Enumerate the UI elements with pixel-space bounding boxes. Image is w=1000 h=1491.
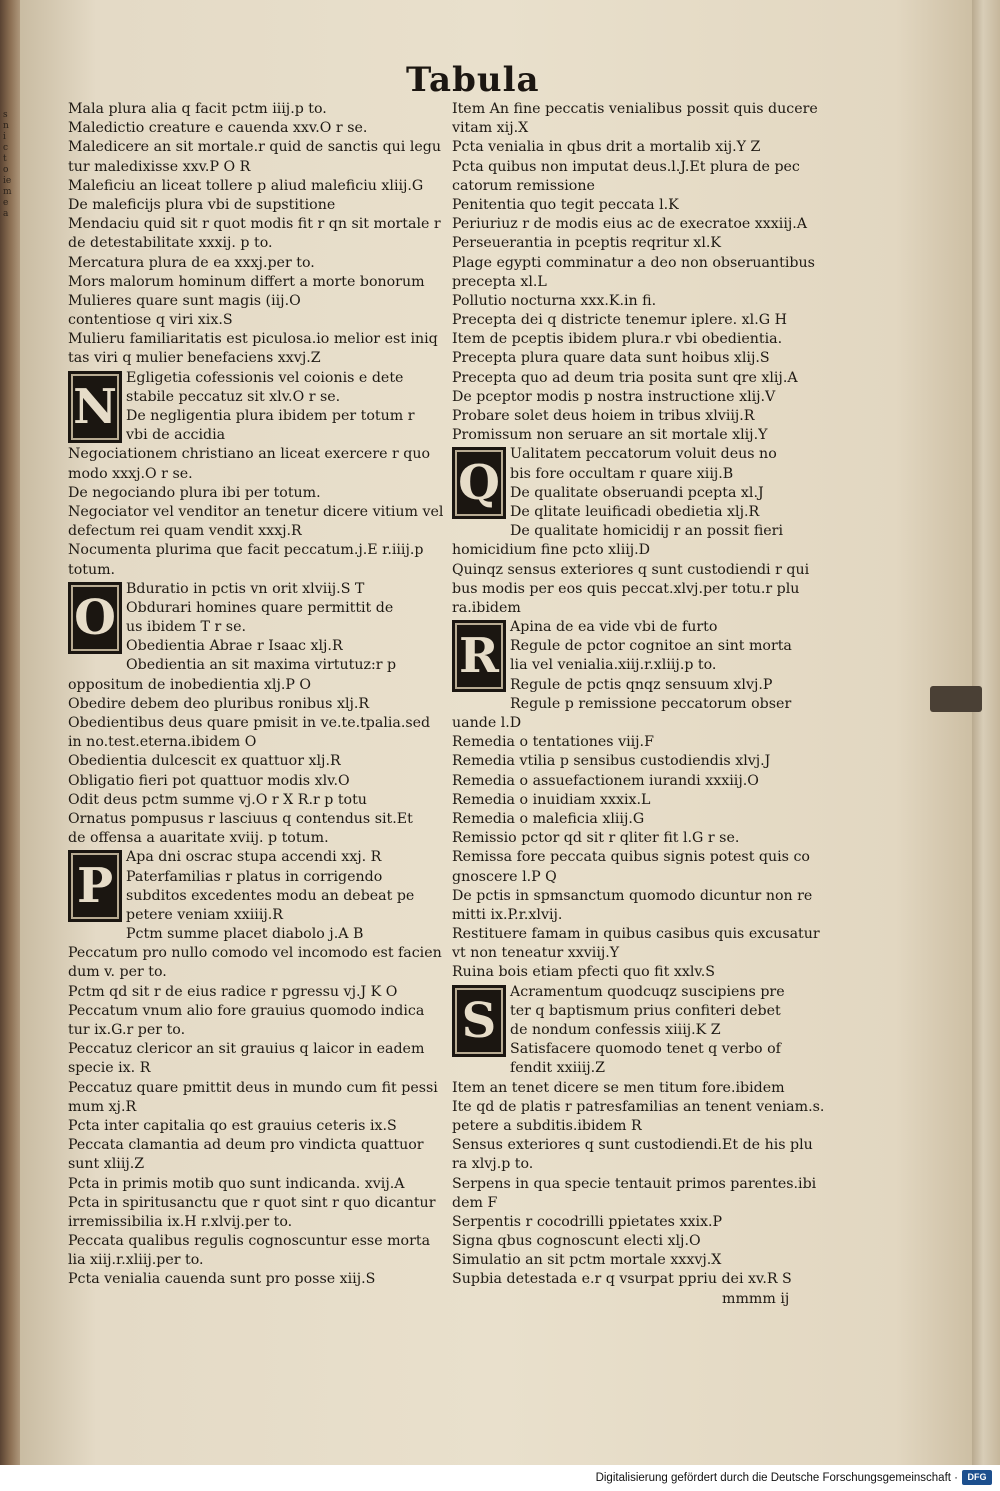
margin-scrap-letter: n <box>3 121 9 131</box>
index-entry-line: Mendaciu quid sit r quot modis fit r qn sit mortale r <box>68 216 441 233</box>
index-entry-line: Periuriuz r de modis eius ac de execratoe xxxiij.A <box>452 216 808 233</box>
entries-group <box>452 733 832 982</box>
index-entry-line: Mala plura alia q facit pctm iiij.p to. <box>68 101 327 117</box>
index-entry-line: petere a subditis.ibidem R <box>452 1117 642 1134</box>
index-entry-line: De negociando plura ibi per totum. <box>68 484 321 501</box>
index-entry-line: Negociationem christiano an liceat exercere r quo <box>68 446 431 463</box>
running-head: Tabula <box>406 60 540 100</box>
right-column <box>452 100 832 1309</box>
index-entry-line: bis fore occultam r quare xiij.B <box>510 465 734 482</box>
index-entry-line: Penitentia quo tegit peccata l.K <box>452 196 679 213</box>
index-entry-line: Obedientia dulcescit ex quattuor xlj.R <box>68 753 341 770</box>
index-entry-line: De qualitate homicidij r an possit fieri <box>510 523 783 540</box>
index-entry-line: uande l.D <box>452 715 522 731</box>
index-entry-line: Precepta dei q districte tenemur iplere. xl.G H <box>452 312 787 329</box>
index-entry-line: Sensus exteriores q sunt custodiendi.Et de his plu <box>452 1137 813 1154</box>
entries-group <box>68 445 462 579</box>
index-entry-line: subditos excedentes modu an debeat pe <box>126 887 415 904</box>
initial-block-lines <box>452 618 832 714</box>
index-entry-line: Pcta in spiritusanctu que r quot sint r quo dicantur <box>68 1194 436 1211</box>
index-entry-line: dum v. per to. <box>68 964 167 981</box>
index-entry-line: Pcta venialia cauenda sunt pro posse xiij.S <box>68 1271 376 1288</box>
woodcut-initial-s: S <box>452 985 506 1057</box>
entries-group <box>452 100 832 445</box>
index-entry-line: Item an tenet dicere se men titum fore.ibidem <box>452 1079 785 1096</box>
index-entry-line: Plage egypti comminatur a deo non obseruantibus <box>452 254 815 271</box>
index-entry-line: homicidium fine pcto xliij.D <box>452 542 651 559</box>
index-entry-line: Ruina bois etiam pfecti quo fit xxlv.S <box>452 964 715 981</box>
woodcut-initial-r: R <box>452 620 506 692</box>
index-entry-line: Peccata qualibus regulis cognoscuntur esse morta <box>68 1233 431 1250</box>
index-entry-line: Remedia o tentationes viij.F <box>452 734 654 751</box>
entries-group <box>68 100 462 369</box>
index-entry-line: lia vel venialia.xiij.r.xliij.p to. <box>510 657 717 674</box>
index-entry-line: de nondum confessis xiiij.K Z <box>510 1022 721 1038</box>
index-entry-line: irremissibilia ix.H r.xlvij.per to. <box>68 1213 293 1230</box>
index-entry-line: in no.test.eterna.ibidem O <box>68 734 257 751</box>
index-entry-line: vt non teneatur xxviij.Y <box>452 945 620 962</box>
initial-block-tail <box>452 714 832 733</box>
index-entry-line: catorum remissione <box>452 177 595 194</box>
index-entry-line: Obedientia Abrae r Isaac xlj.R <box>126 638 343 655</box>
index-entry-line: Paterfamilias r platus in corrigendo <box>126 868 383 885</box>
initial-block-tail <box>452 541 832 618</box>
index-entry-line: us ibidem T r se. <box>126 619 246 636</box>
woodcut-initial-n: N <box>68 371 122 443</box>
index-entry-line: Negociator vel venditor an tenetur dicere vitium vel <box>68 503 444 520</box>
index-entry-line: Serpentis r cocodrilli ppietates xxix.P <box>452 1213 723 1230</box>
index-entry-line: modo xxxj.O r se. <box>68 465 193 482</box>
index-entry-line: Obedire debem deo pluribus ronibus xlj.R <box>68 695 370 712</box>
initial-block-p <box>68 848 462 944</box>
index-entry-line: Pcta in primis motib quo sunt indicanda. xvij.A <box>68 1175 405 1192</box>
index-entry-line: stabile peccatuz sit xlv.O r se. <box>126 388 341 405</box>
index-entry-line: de detestabilitate xxxij. p to. <box>68 235 273 252</box>
index-entry-line: Pcta venialia in qbus drit a mortalib xij.Y Z <box>452 139 761 156</box>
book-clasp <box>930 686 982 712</box>
index-entry-line: Peccatum vnum alio fore grauius quomodo indica <box>68 1002 425 1019</box>
index-entry-line: fendit xxiiij.Z <box>510 1060 605 1077</box>
index-entry-line: Egligetia cofessionis vel coionis e dete <box>126 369 404 386</box>
dfg-logo: DFG <box>962 1470 992 1485</box>
index-entry-line: Obedientibus deus quare pmisit in ve.te.tpalia.sed <box>68 715 431 731</box>
entries-group <box>68 695 462 849</box>
index-entry-line: petere veniam xxiiij.R <box>126 906 283 923</box>
index-entry-line: Pctm qd sit r de eius radice r pgressu vj.J K O <box>68 983 398 1000</box>
index-entry-line: Remedia o maleficia xliij.G <box>452 810 645 827</box>
funding-credit: Digitalisierung gefördert durch die Deutsche Forschungsgemeinschaft · <box>595 1472 958 1484</box>
index-entry-line: De qlitate leuificadi obedietia xlj.R <box>510 503 760 520</box>
index-entry-line: Signa qbus cognoscunt electi xlj.O <box>452 1233 701 1250</box>
index-entry-line: Pctm summe placet diabolo j.A B <box>126 926 364 943</box>
margin-scrap-letter: ie <box>3 176 12 186</box>
index-entry-line: Bduratio in pctis vn orit xlviij.S T <box>126 580 365 597</box>
entries-group <box>68 944 462 1289</box>
index-entry-line: specie ix. R <box>68 1060 151 1077</box>
index-entry-line: Apina de ea vide vbi de furto <box>510 619 718 636</box>
index-entry-line: Obedientia an sit maxima virtutuz:r p <box>126 657 397 674</box>
margin-scrap-letter: m <box>3 187 12 197</box>
woodcut-initial-p: P <box>68 850 122 922</box>
index-entry-line: Perseuerantia in pceptis reqritur xl.K <box>452 235 721 252</box>
index-entry-line: Odit deus pctm summe vj.O r X R.r p totu <box>68 791 367 808</box>
margin-scrap-letter: o <box>3 165 9 175</box>
index-entry-line: de offensa a auaritate xviij. p totum. <box>68 830 329 847</box>
margin-scrap-letter: c <box>3 143 9 153</box>
index-entry-line: Mercatura plura de ea xxxj.per to. <box>68 254 315 271</box>
margin-scrap-letter: s <box>3 110 8 120</box>
index-entry-line: lia xiij.r.xliij.per to. <box>68 1252 204 1269</box>
index-entry-line: Remedia o inuidiam xxxix.L <box>452 791 651 808</box>
index-entry-line: dem F <box>452 1194 498 1211</box>
index-entry-line: Serpens in qua specie tentauit primos parentes.ibi <box>452 1175 817 1192</box>
index-entry-line: Acramentum quodcuqz suscipiens pre <box>510 983 785 1000</box>
index-entry-line: mum xj.R <box>68 1098 137 1115</box>
margin-scrap-letter: i <box>3 132 6 142</box>
index-entry-line: Remissa fore peccata quibus signis potest quis co <box>452 849 810 866</box>
index-entry-line: Obdurari homines quare permittit de <box>126 599 394 616</box>
initial-block-lines <box>68 580 462 676</box>
index-entry-line: Peccatum pro nullo comodo vel incomodo est facien <box>68 945 442 962</box>
index-entry-line: gnoscere l.P Q <box>452 868 557 885</box>
index-entry-line: Precepta plura quare data sunt hoibus xlij.S <box>452 350 770 367</box>
page-fore-edge <box>972 0 1000 1465</box>
signature-mark: mmmm ij <box>722 1290 790 1307</box>
index-entry-line: Apa dni oscrac stupa accendi xxj. R <box>126 849 382 866</box>
initial-block-q <box>452 445 832 618</box>
initial-block-r <box>452 618 832 733</box>
index-entry-line: Promissum non seruare an sit mortale xlij.Y <box>452 427 768 444</box>
initial-block-lines <box>452 445 832 541</box>
index-entry-line: Ualitatem peccatorum voluit deus no <box>510 446 777 463</box>
index-entry-line: De qualitate obseruandi pcepta xl.J <box>510 484 764 501</box>
index-entry-line: Pcta quibus non imputat deus.l.J.Et plura de pec <box>452 158 800 175</box>
index-entry-line: Mors malorum hominum differt a morte bonorum <box>68 273 425 290</box>
index-entry-line: totum. <box>68 561 116 578</box>
index-entry-line: tas viri q mulier benefaciens xxvj.Z <box>68 350 321 367</box>
digitization-footer <box>0 1465 1000 1491</box>
index-entry-line: Ite qd de platis r patresfamilias an tenent veniam.s. <box>452 1098 825 1115</box>
index-entry-line: Item de pceptis ibidem plura.r vbi obedientia. <box>452 331 783 348</box>
index-entry-line: Item An fine peccatis venialibus possit quis ducere <box>452 101 818 117</box>
index-entry-line: tur maledixisse xxv.P O R <box>68 158 251 175</box>
woodcut-initial-q: Q <box>452 447 506 519</box>
index-entry-line: defectum rei quam vendit xxxj.R <box>68 523 302 540</box>
initial-block-lines <box>68 369 462 446</box>
initial-block-lines <box>452 983 832 1079</box>
index-entry-line: ra.ibidem <box>452 599 521 616</box>
index-entry-line: Remedia o assuefactionem iurandi xxxiij.O <box>452 772 759 789</box>
index-entry-line: Ornatus pompusus r lasciuus q contendus sit.Et <box>68 810 413 827</box>
index-entry-line: tur ix.G.r per to. <box>68 1022 186 1038</box>
margin-scrap-letter: a <box>3 209 9 219</box>
index-entry-line: Obligatio fieri pot quattuor modis xlv.O <box>68 772 350 789</box>
initial-block-o <box>68 580 462 695</box>
index-entry-line: Remissio pctor qd sit r qliter fit l.G r se. <box>452 830 740 847</box>
index-entry-line: sunt xliij.Z <box>68 1156 145 1173</box>
index-entry-line: Satisfacere quomodo tenet q verbo of <box>510 1041 781 1058</box>
index-entry-line: Pcta inter capitalia qo est grauius ceteris ix.S <box>68 1117 397 1134</box>
adjacent-page-scraps <box>3 110 17 330</box>
index-entry-line: oppositum de inobedientia xlj.P O <box>68 676 312 693</box>
index-entry-line: Maledictio creature e cauenda xxv.O r se. <box>68 120 368 137</box>
initial-block-lines <box>68 848 462 944</box>
index-entry-line: Quinqz sensus exteriores q sunt custodiendi r qui <box>452 561 810 578</box>
index-entry-line: Regule de pctor cognitoe an sint morta <box>510 638 792 655</box>
index-entry-line: Regule p remissione peccatorum obser <box>510 695 792 712</box>
index-entry-line: Maleficiu an liceat tollere p aliud maleficiu xliij.G <box>68 177 424 194</box>
woodcut-initial-o: O <box>68 582 122 654</box>
index-entry-line: De pceptor modis p nostra instructione xlij.V <box>452 388 776 405</box>
initial-block-tail <box>68 676 462 695</box>
index-entry-line: Probare solet deus hoiem in tribus xlviij.R <box>452 408 755 424</box>
index-entry-line: vbi de accidia <box>126 427 226 444</box>
index-entry-line: De negligentia plura ibidem per totum r <box>126 408 415 424</box>
index-entry-line: Remedia vtilia p sensibus custodiendis xlvj.J <box>452 753 771 770</box>
index-entry-line: Precepta quo ad deum tria posita sunt qre xlij.A <box>452 369 798 386</box>
index-entry-line: Peccatuz quare pmittit deus in mundo cum fit pessi <box>68 1079 438 1096</box>
margin-scrap-letter: t <box>3 154 7 164</box>
index-entry-line: Pollutio nocturna xxx.K.in fi. <box>452 292 657 309</box>
index-entry-line: bus modis per eos quis peccat.xlvj.per totu.r plu <box>452 580 800 597</box>
index-entry-line: precepta xl.L <box>452 273 547 290</box>
index-entry-line: De pctis in spmsanctum quomodo dicuntur non re <box>452 887 813 904</box>
index-entry-line: De maleficijs plura vbi de supstitione <box>68 196 336 213</box>
index-entry-line: Peccatuz clericor an sit grauius q laicor in eadem <box>68 1041 425 1058</box>
index-entry-line: contentiose q viri xix.S <box>68 312 233 329</box>
initial-block-s <box>452 983 832 1079</box>
index-entry-line: ter q baptismum prius confiteri debet <box>510 1002 781 1019</box>
index-entry-line: Mulieres quare sunt magis (iij.O <box>68 292 301 309</box>
index-entry-line: vitam xij.X <box>452 120 529 137</box>
index-entry-line: Mulieru familiaritatis est piculosa.io melior est iniq <box>68 331 438 348</box>
left-column <box>68 100 462 1290</box>
index-entry-line: Simulatio an sit pctm mortale xxxvj.X <box>452 1252 722 1269</box>
entries-group <box>452 1079 832 1290</box>
index-entry-line: mitti ix.P.r.xlvij. <box>452 906 563 923</box>
index-entry-line: Supbia detestada e.r q vsurpat ppriu dei xv.R S <box>452 1271 792 1288</box>
index-entry-line: Peccata clamantia ad deum pro vindicta quattuor <box>68 1137 424 1154</box>
index-entry-line: Restituere famam in quibus casibus quis excusatur <box>452 926 820 943</box>
index-entry-line: ra xlvj.p to. <box>452 1156 534 1173</box>
index-entry-line: Regule de pctis qnqz sensuum xlvj.P <box>510 676 773 693</box>
initial-block-n <box>68 369 462 446</box>
margin-scrap-letter: e <box>3 198 9 208</box>
index-entry-line: Nocumenta plurima que facit peccatum.j.E r.iiij.p <box>68 542 424 559</box>
index-entry-line: Maledicere an sit mortale.r quid de sanctis qui legu <box>68 139 441 156</box>
